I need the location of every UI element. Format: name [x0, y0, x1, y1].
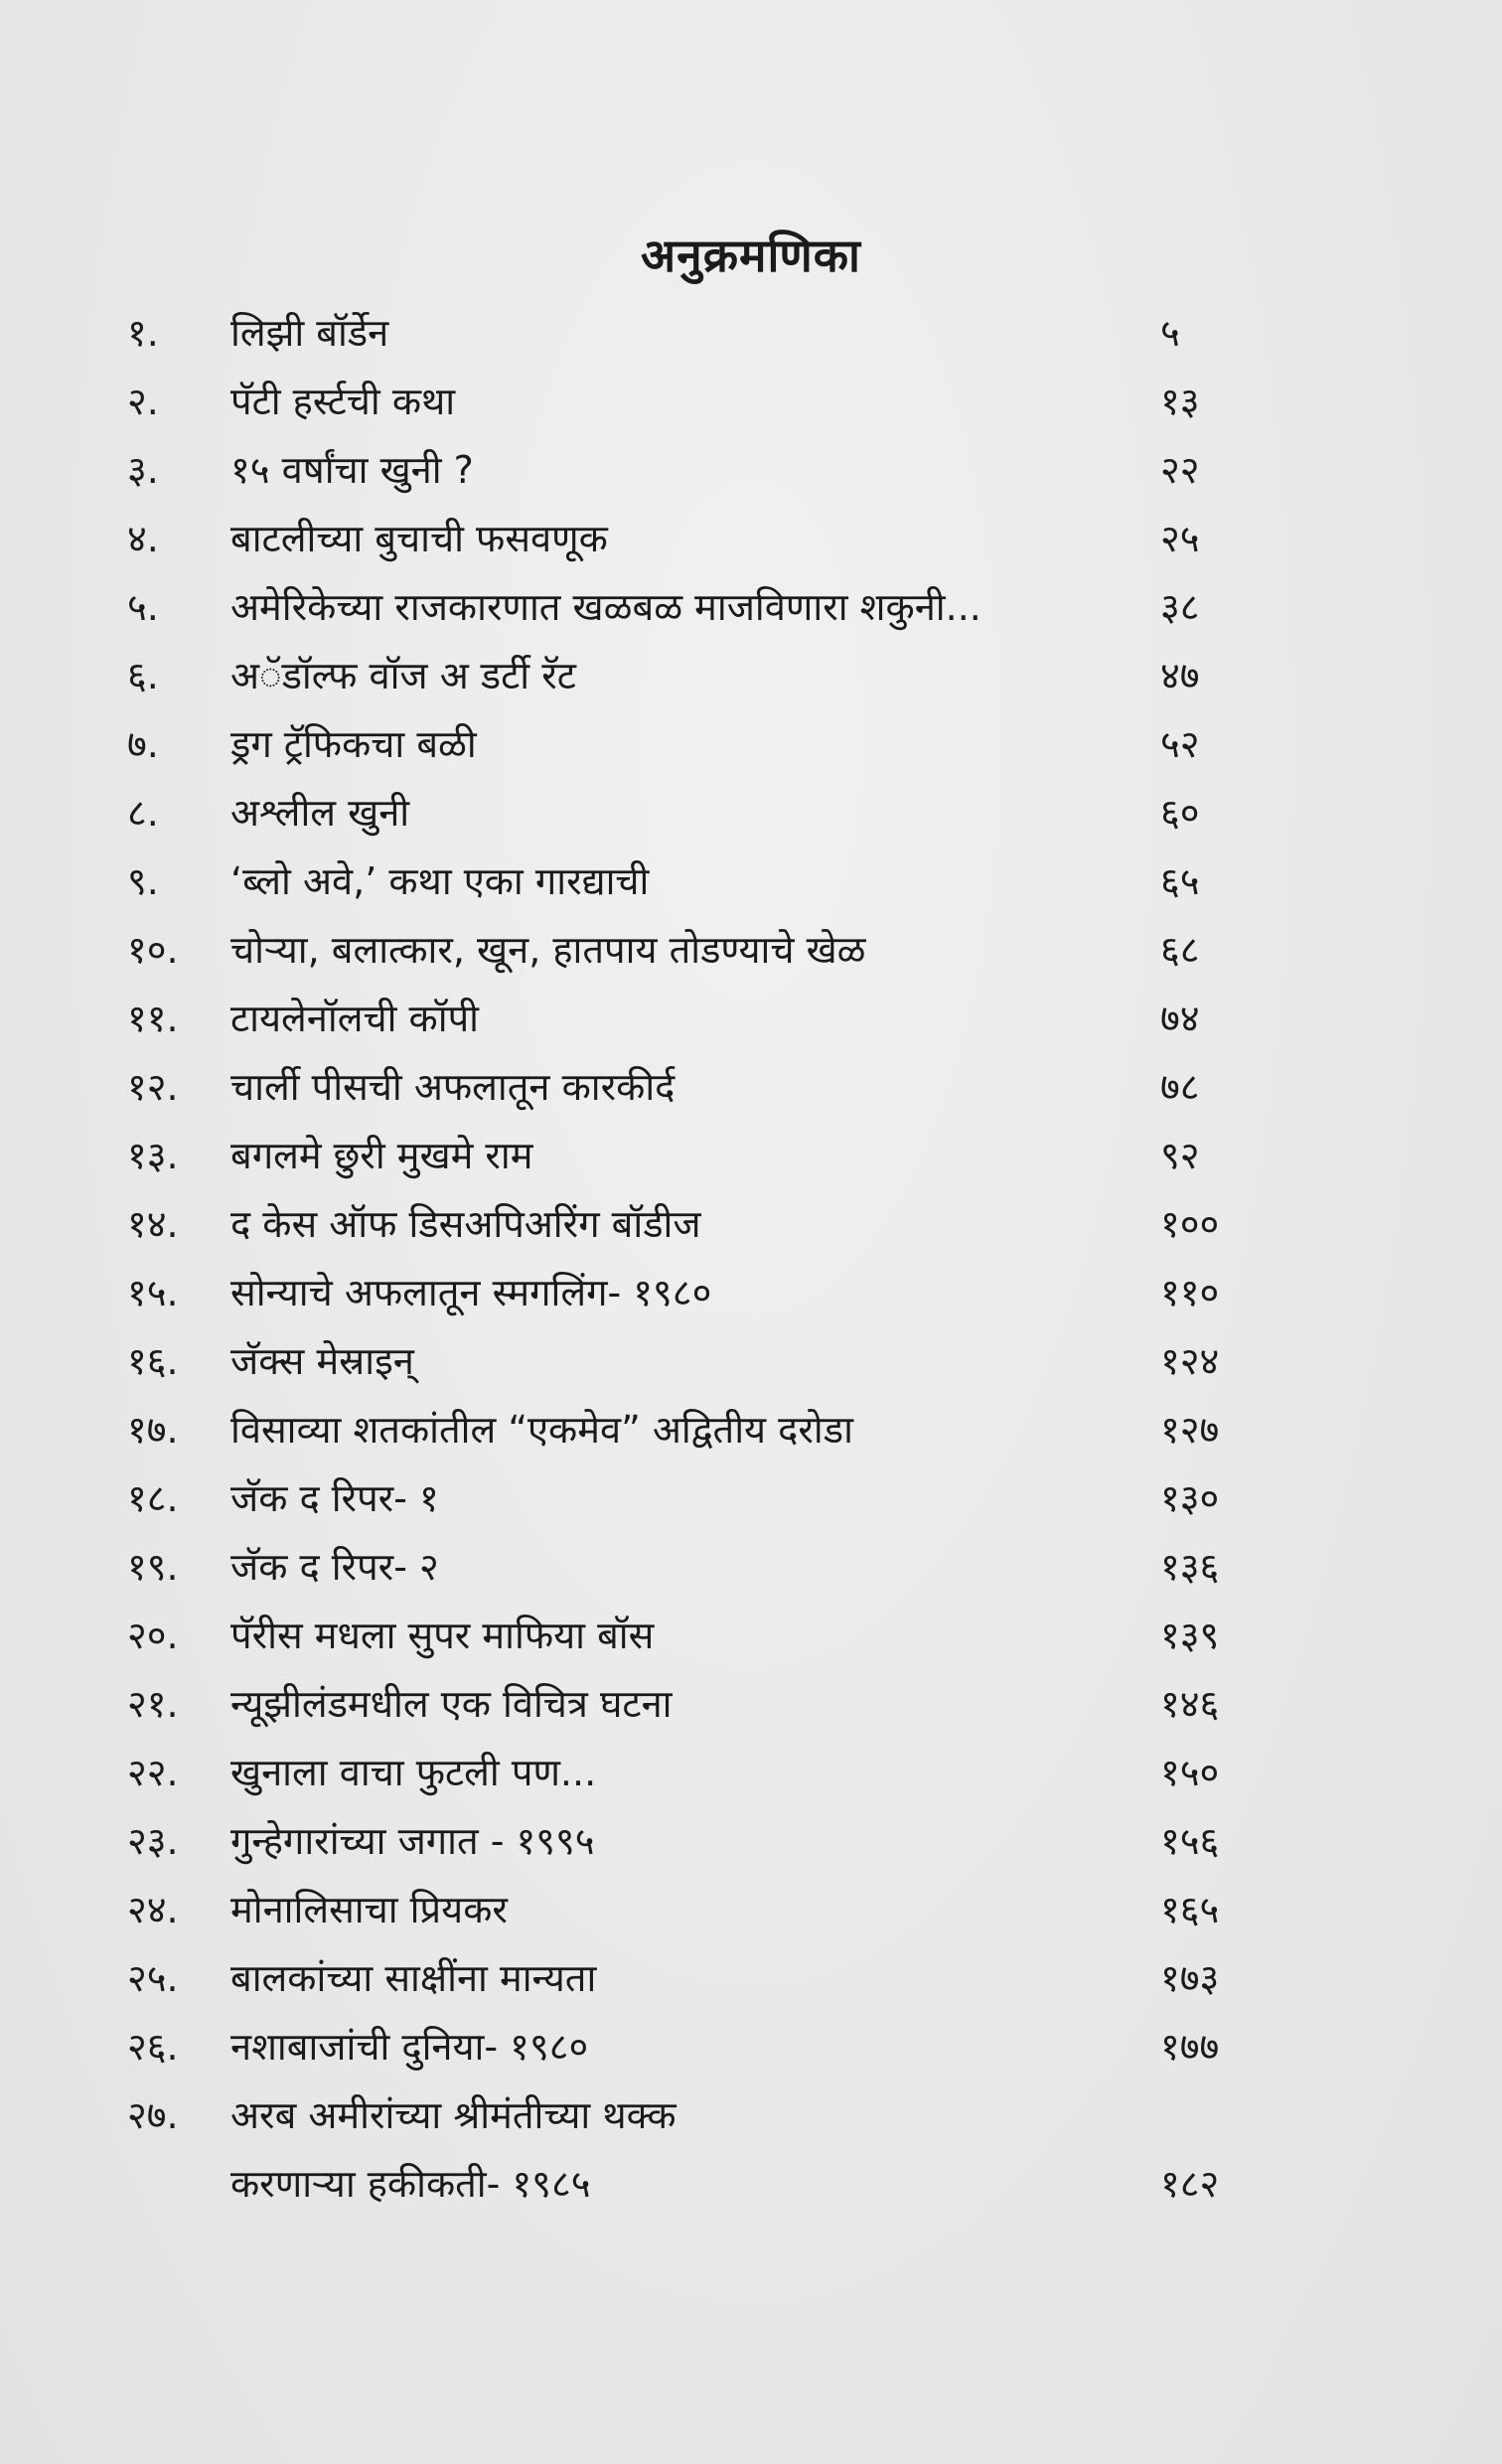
toc-entry: [0, 1806, 1502, 1876]
entry-page: ६८: [1160, 928, 1200, 972]
entry-page: ३८: [1160, 585, 1200, 629]
toc-entry: [0, 1463, 1502, 1533]
toc-entry: [0, 1189, 1502, 1259]
page-title: अनुक्रमणिका: [641, 229, 861, 282]
entry-page: १५०: [1160, 1751, 1220, 1794]
entry-number: २५.: [127, 1956, 179, 2000]
toc-entry: [0, 915, 1502, 985]
entry-page: ५२: [1160, 722, 1200, 766]
entry-title: मोनालिसाचा प्रियकर: [230, 1888, 508, 1931]
entry-title: विसाव्या शतकांतील “एकमेव” अद्वितीय दरोडा: [230, 1408, 853, 1452]
entry-page: १७३: [1160, 1956, 1220, 2000]
entry-title: अरब अमीरांच्या श्रीमंतीच्या थक्क: [230, 2093, 676, 2137]
toc-entry: [0, 435, 1502, 505]
toc-entry: [0, 1395, 1502, 1464]
toc-entry: [0, 1052, 1502, 1122]
entry-title: पॅटी हर्स्टची कथा: [230, 380, 456, 423]
entry-number: १३.: [127, 1134, 179, 1177]
entry-title: सोन्याचे अफलातून स्मगलिंग- १९८०: [230, 1271, 712, 1314]
entry-title: चोऱ्या, बलात्कार, खून, हातपाय तोडण्याचे खेळ: [230, 928, 866, 972]
entry-number: ३.: [127, 448, 159, 492]
entry-page: ९२: [1160, 1134, 1200, 1177]
entry-number: २६.: [127, 2025, 179, 2069]
toc-entry: [0, 1601, 1502, 1670]
toc-entry: [0, 709, 1502, 779]
entry-page: ४७: [1160, 654, 1200, 697]
toc-entry: [0, 2012, 1502, 2081]
entry-title: पॅरीस मधला सुपर माफिया बॉस: [230, 1614, 655, 1657]
entry-page: ७४: [1160, 997, 1200, 1040]
toc-entry: [0, 1258, 1502, 1327]
toc-entry: [0, 778, 1502, 847]
toc-entry: [0, 984, 1502, 1053]
entry-page: १२४: [1160, 1339, 1220, 1383]
entry-page: २२: [1160, 448, 1200, 492]
entry-number: १७.: [127, 1408, 179, 1452]
entry-title: अॅडॉल्फ वॉज अ डर्टी रॅट: [230, 654, 576, 697]
entry-title: जॅक्स मेस्राइन्: [230, 1339, 414, 1383]
entry-number: १०.: [127, 928, 179, 972]
toc-entry: [0, 1875, 1502, 1944]
entry-number: २४.: [127, 1888, 179, 1931]
entry-number: २०.: [127, 1614, 179, 1657]
toc-entry: [0, 2080, 1502, 2150]
entry-page: १३९: [1160, 1614, 1220, 1657]
entry-page: ७८: [1160, 1065, 1200, 1109]
entry-number: २१.: [127, 1682, 179, 1726]
entry-title: ड्रग ट्रॅफिकचा बळी: [230, 722, 477, 766]
entry-page: १५६: [1160, 1819, 1220, 1863]
table-of-contents: [0, 298, 1502, 2285]
entry-page: १४६: [1160, 1682, 1220, 1726]
entry-title: खुनाला वाचा फुटली पण...: [230, 1751, 597, 1794]
toc-entry-continuation: [0, 2149, 1502, 2219]
entry-number: ९.: [127, 859, 159, 903]
entry-title: टायलेनॉलची कॉपी: [230, 997, 479, 1040]
entry-number: ११.: [127, 997, 179, 1040]
entry-page: ५: [1160, 311, 1180, 355]
entry-page: ६५: [1160, 859, 1200, 903]
entry-page: १३: [1160, 380, 1200, 423]
toc-entry: [0, 298, 1502, 368]
entry-number: १५.: [127, 1271, 179, 1314]
entry-number: १२.: [127, 1065, 179, 1109]
entry-title: चार्ली पीसची अफलातून कारकीर्द: [230, 1065, 676, 1109]
toc-entry: [0, 1326, 1502, 1396]
entry-title: १५ वर्षांचा खुनी ?: [230, 448, 474, 492]
entry-page: १३०: [1160, 1476, 1220, 1520]
entry-number: १८.: [127, 1476, 179, 1520]
entry-title: नशाबाजांची दुनिया- १९८०: [230, 2025, 589, 2069]
entry-title: अमेरिकेच्या राजकारणात खळबळ माजविणारा शकुनी...: [230, 585, 981, 629]
entry-page: ११०: [1160, 1271, 1220, 1314]
entry-number: ७.: [127, 722, 159, 766]
entry-number: २३.: [127, 1819, 179, 1863]
entry-number: १४.: [127, 1202, 179, 1246]
toc-entry: [0, 1532, 1502, 1602]
entry-page: १६५: [1160, 1888, 1220, 1931]
toc-entry: [0, 1738, 1502, 1807]
toc-entry: [0, 847, 1502, 916]
toc-entry: [0, 504, 1502, 573]
entry-title: गुन्हेगारांच्या जगात - १९९५: [230, 1819, 595, 1863]
toc-entry: [0, 367, 1502, 436]
entry-page: १२७: [1160, 1408, 1220, 1452]
toc-entry: [0, 1669, 1502, 1739]
entry-title: बालकांच्या साक्षींना मान्यता: [230, 1956, 597, 2000]
entry-page: १३६: [1160, 1545, 1220, 1589]
toc-entry: [0, 572, 1502, 642]
entry-title: अश्लील खुनी: [230, 791, 410, 835]
entry-number: ४.: [127, 517, 159, 560]
entry-page: १८२: [1160, 2162, 1220, 2206]
entry-title: जॅक द रिपर- २: [230, 1545, 439, 1589]
entry-page: २५: [1160, 517, 1200, 560]
entry-title: बगलमे छुरी मुखमे राम: [230, 1134, 533, 1177]
entry-title: न्यूझीलंडमधील एक विचित्र घटना: [230, 1682, 673, 1726]
entry-title: बाटलीच्या बुचाची फसवणूक: [230, 517, 608, 560]
entry-title: लिझी बॉर्डेन: [230, 311, 389, 355]
entry-number: २७.: [127, 2093, 179, 2137]
entry-title: जॅक द रिपर- १: [230, 1476, 439, 1520]
toc-entry: [0, 1943, 1502, 2013]
toc-entry: [0, 1121, 1502, 1190]
entry-number: ८.: [127, 791, 159, 835]
entry-title: ‘ब्लो अवे,’ कथा एका गारद्याची: [230, 859, 650, 903]
entry-page: ६०: [1160, 791, 1200, 835]
entry-number: ५.: [127, 585, 159, 629]
entry-number: १९.: [127, 1545, 179, 1589]
entry-number: १.: [127, 311, 159, 355]
toc-entry: [0, 641, 1502, 710]
entry-title-continuation: करणाऱ्या हकीकती- १९८५: [230, 2162, 591, 2206]
entry-number: २.: [127, 380, 159, 423]
entry-page: १७७: [1160, 2025, 1220, 2069]
entry-page: १००: [1160, 1202, 1220, 1246]
entry-title: द केस ऑफ डिसअपिअरिंग बॉडीज: [230, 1202, 701, 1246]
entry-number: १६.: [127, 1339, 179, 1383]
entry-number: ६.: [127, 654, 159, 697]
entry-number: २२.: [127, 1751, 179, 1794]
